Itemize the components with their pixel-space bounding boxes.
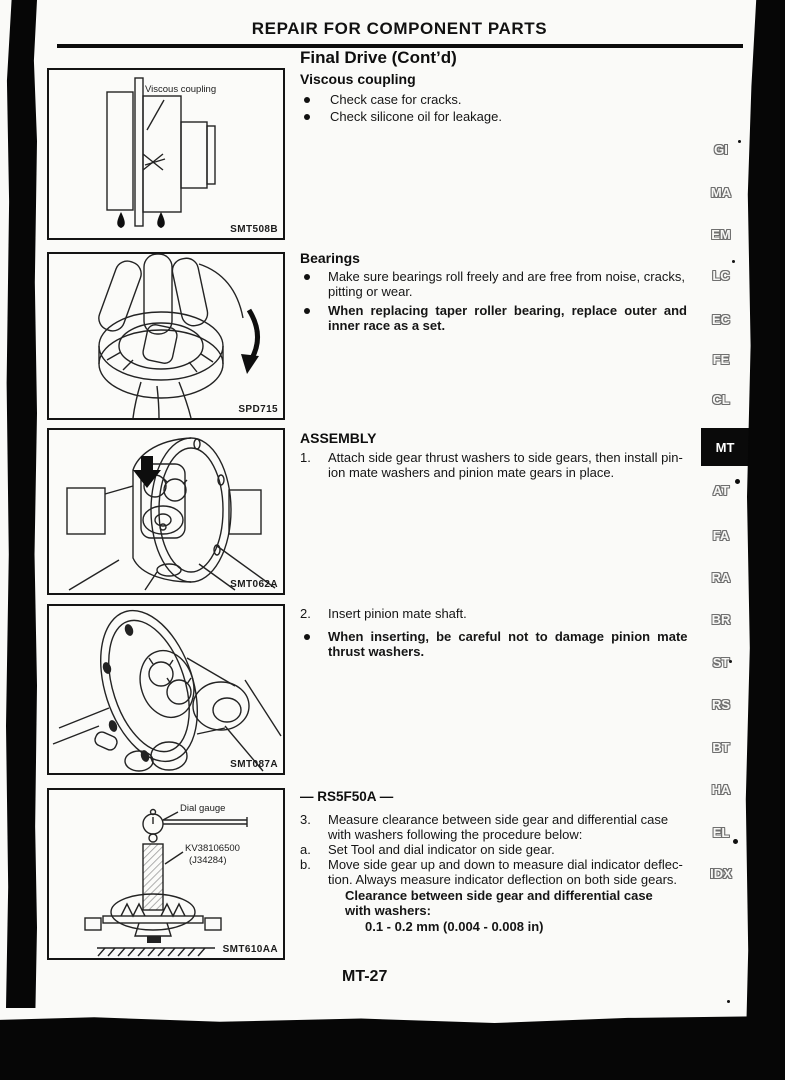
- scan-edge-right: [745, 0, 785, 1080]
- bearings-bullet2-line2: inner race as a set.: [328, 318, 446, 333]
- assembly-item1-marker: 1.: [300, 450, 311, 465]
- section-title: Final Drive (Cont’d): [300, 48, 457, 67]
- bullet-icon: [304, 97, 310, 103]
- figure4-code: SMT087A: [230, 759, 278, 770]
- figure-viscous-coupling: [47, 68, 285, 240]
- assembly-item2-marker: 2.: [300, 606, 311, 621]
- margin-tab-em: EM: [711, 227, 731, 242]
- figure1-code: SMT508B: [230, 224, 278, 235]
- assembly-item1-line1: Attach side gear thrust washers to side gears, then install pin-: [328, 450, 683, 465]
- margin-tab-st: ST: [712, 655, 730, 670]
- bullet-icon: [304, 308, 310, 314]
- rs5f50a-step-a-line1: Set Tool and dial indicator on side gear.: [328, 842, 555, 857]
- rs5f50a-step-b-marker: b.: [300, 857, 311, 872]
- dial-gauge-drawing: [49, 790, 283, 958]
- figure2-code: SPD715: [238, 404, 278, 415]
- margin-tab-idx: IDX: [710, 866, 732, 881]
- figure5-gauge-label: Dial gauge: [180, 803, 226, 814]
- rs5f50a-heading: — RS5F50A —: [300, 789, 394, 804]
- bullet-icon: [304, 114, 310, 120]
- figure-pinion-shaft-insert: [47, 604, 285, 775]
- viscous-heading: Viscous coupling: [300, 71, 416, 87]
- rs5f50a-spec-line2: with washers:: [345, 903, 431, 918]
- margin-tab-ma: MA: [710, 185, 732, 200]
- rs5f50a-spec-line1: Clearance between side gear and differential case: [345, 888, 653, 903]
- assembly-heading: ASSEMBLY: [300, 430, 377, 446]
- scan-edge-bottom: [0, 1016, 785, 1080]
- assembly-item1-line2: ion mate washers and pinion mate gears in place.: [328, 465, 615, 480]
- margin-tab-fa: FA: [712, 528, 730, 543]
- assembly-bullet-line2: thrust washers.: [328, 644, 425, 659]
- bearings-bullet1-line1: Make sure bearings roll freely and are free from noise, cracks,: [328, 269, 685, 284]
- figure5-tool-number: KV38106500: [185, 843, 240, 854]
- side-gear-install-drawing: [49, 430, 283, 593]
- figure-bearing-check: [47, 252, 285, 420]
- bearings-heading: Bearings: [300, 250, 360, 266]
- margin-tab-bt: BT: [712, 740, 730, 755]
- rs5f50a-item3-marker: 3.: [300, 812, 311, 827]
- margin-tab-br: BR: [711, 612, 731, 627]
- bullet-icon: [304, 634, 310, 640]
- bearings-bullet2-line1: When replacing taper roller bearing, replace outer and: [328, 303, 687, 318]
- scan-edge-left: [6, 0, 37, 1008]
- margin-tab-lc: LC: [712, 268, 730, 283]
- margin-tab-at: AT: [712, 483, 730, 498]
- rs5f50a-item3-line2: with washers following the procedure below:: [328, 827, 583, 842]
- figure5-code: SMT610AA: [222, 944, 278, 955]
- margin-tab-mt-active: MT: [701, 428, 749, 466]
- rotate-arrow-icon: [241, 310, 259, 374]
- viscous-coupling-drawing: [49, 70, 283, 238]
- page-header-title: REPAIR FOR COMPONENT PARTS: [251, 19, 548, 38]
- rs5f50a-step-a-marker: a.: [300, 842, 311, 857]
- figure5-tool-number-alt: (J34284): [189, 855, 227, 866]
- scan-speckles: [738, 140, 741, 143]
- figure-side-gear-install: [47, 428, 285, 595]
- margin-tab-ra: RA: [711, 570, 731, 585]
- figure3-code: SMT062A: [230, 579, 278, 590]
- rs5f50a-item3-line1: Measure clearance between side gear and differential case: [328, 812, 669, 827]
- margin-tab-gi: GI: [714, 142, 728, 157]
- bullet-icon: [304, 274, 310, 280]
- assembly-item2-line1: Insert pinion mate shaft.: [328, 606, 467, 621]
- bearings-bullet1-line2: pitting or wear.: [328, 284, 413, 299]
- margin-tab-ec: EC: [711, 312, 731, 327]
- margin-tab-fe: FE: [712, 352, 730, 367]
- page-number: MT-27: [342, 968, 388, 985]
- viscous-bullet-2: Check silicone oil for leakage.: [330, 109, 502, 124]
- rs5f50a-step-b-line2: tion. Always measure indicator deflection on both side gears.: [328, 872, 678, 887]
- figure1-callout-label: Viscous coupling: [145, 84, 217, 95]
- pinion-shaft-insert-drawing: [49, 606, 283, 773]
- assembly-bullet-line1: When inserting, be careful not to damage pinion mate: [328, 629, 688, 644]
- rs5f50a-step-b-line1: Move side gear up and down to measure dial indicator deflec-: [328, 857, 683, 872]
- margin-tab-rs: RS: [711, 697, 731, 712]
- bearing-check-drawing: [49, 254, 283, 418]
- margin-tab-ha: HA: [711, 782, 731, 797]
- figure-dial-gauge-measure: [47, 788, 285, 960]
- margin-tab-cl: CL: [712, 392, 730, 407]
- viscous-bullet-1: Check case for cracks.: [330, 92, 462, 107]
- margin-tab-el: EL: [712, 825, 730, 840]
- rs5f50a-spec-value: 0.1 - 0.2 mm (0.004 - 0.008 in): [365, 919, 544, 934]
